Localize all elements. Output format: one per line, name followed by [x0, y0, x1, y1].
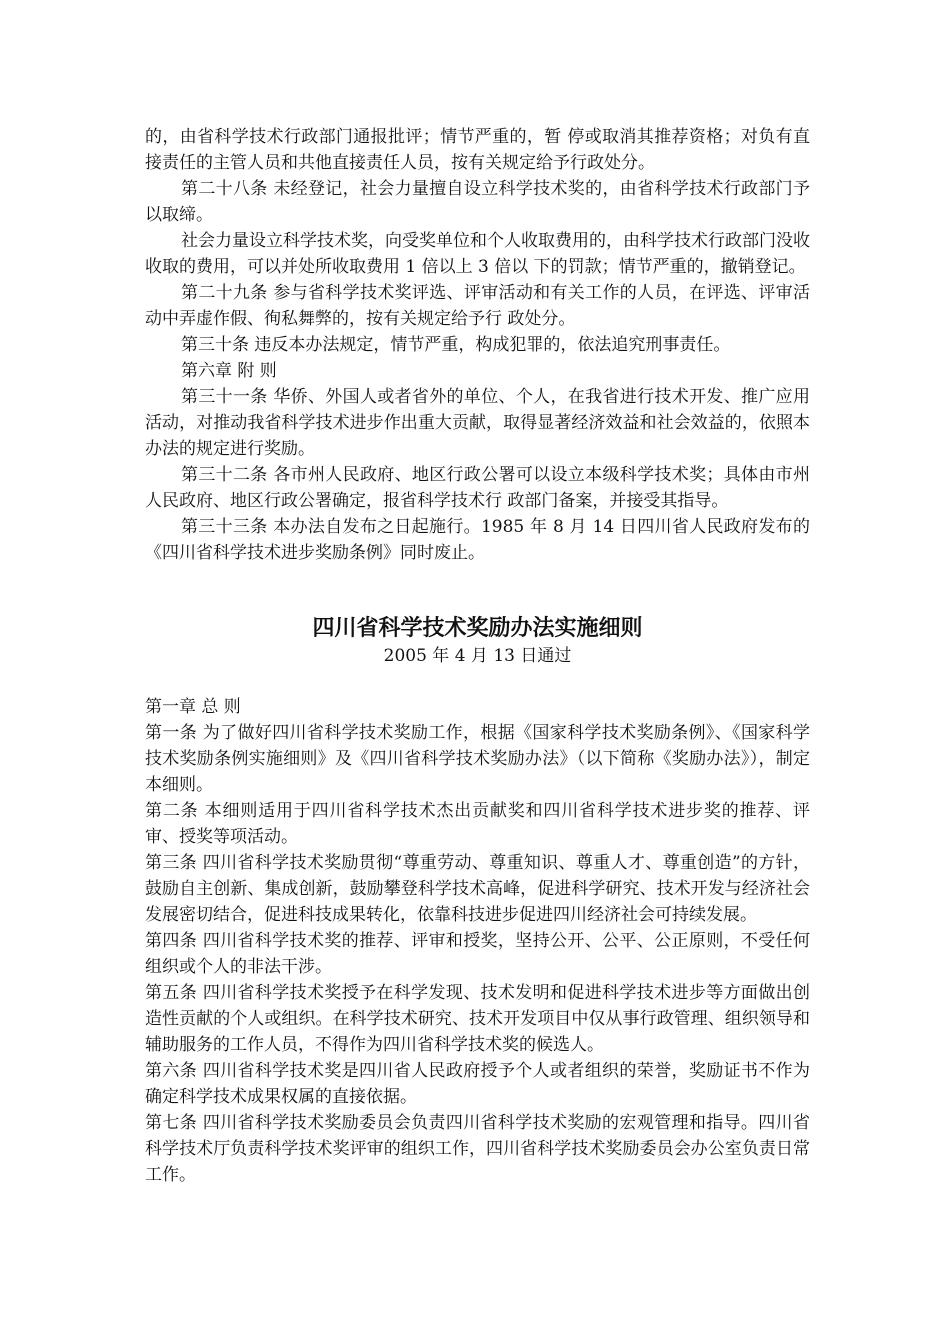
paragraph: 第六条 四川省科学技术奖是四川省人民政府授予个人或者组织的荣誉，奖励证书不作为确定科学技术成果权属的直接依据。 — [145, 1061, 810, 1107]
paragraph: 第三十二条 各市州人民政府、地区行政公署可以设立本级科学技术奖；具体由市州人民政府、地区行政公署确定，报省科学技术行 政部门备案，并接受其指导。 — [145, 465, 810, 511]
paragraph: 第二条 本细则适用于四川省科学技术杰出贡献奖和四川省科学技术进步奖的推荐、评审、授奖等项活动。 — [145, 801, 810, 847]
paragraph: 第二十八条 未经登记，社会力量擅自设立科学技术奖的，由省科学技术行政部门予以取缔。 — [145, 179, 810, 225]
paragraph: 第三十三条 本办法自发布之日起施行。1985 年 8 月 14 日四川省人民政府发布的《四川省科学技术进步奖励条例》同时废止。 — [145, 517, 810, 563]
chapter-heading: 第一章 总 则 — [145, 697, 241, 717]
section-implementation-rules — [145, 694, 810, 1188]
paragraph: 第三十条 违反本办法规定，情节严重，构成犯罪的，依法追究刑事责任。 — [181, 335, 731, 355]
paragraph: 第三条 四川省科学技术奖励贯彻“尊重劳动、尊重知识、尊重人才、尊重创造”的方针，鼓励自主创新、集成创新，鼓励攀登科学技术高峰，促进科学研究、技术开发与经济社会发展密切结合，促进科技成果转化，依靠科技进步促进四川经济社会可持续发展。 — [145, 853, 810, 925]
chapter-heading: 第六章 附 则 — [181, 361, 277, 381]
paragraph: 第五条 四川省科学技术奖授予在科学发现、技术发明和促进科学技术进步等方面做出创造性贡献的个人或组织。在科学技术研究、技术开发项目中仅从事行政管理、组织领导和辅助服务的工作人员，不得作为四川省科学技术奖的候选人。 — [145, 983, 810, 1055]
paragraph: 第一条 为了做好四川省科学技术奖励工作，根据《国家科学技术奖励条例》、《国家科学技术奖励条例实施细则》及《四川省科学技术奖励办法》（以下简称《奖励办法》），制定本细则。 — [145, 723, 810, 795]
document-content — [145, 124, 810, 1188]
paragraph: 社会力量设立科学技术奖，向受奖单位和个人收取费用的，由科学技术行政部门没收收取的费用，可以并处所收取费用 1 倍以上 3 倍以 下的罚款；情节严重的，撤销登记。 — [145, 231, 810, 277]
paragraph: 的，由省科学技术行政部门通报批评；情节严重的，暂 停或取消其推荐资格；对负有直接责任的主管人员和共他直接责任人员，按有关规定给予行政处分。 — [145, 127, 810, 173]
paragraph: 第七条 四川省科学技术奖励委员会负责四川省科学技术奖励的宏观管理和指导。四川省科学技术厅负责科学技术奖评审的组织工作，四川省科学技术奖励委员会办公室负责日常工作。 — [145, 1113, 810, 1185]
paragraph: 第四条 四川省科学技术奖的推荐、评审和授奖，坚持公开、公平、公正原则，不受任何组织或个人的非法干涉。 — [145, 931, 810, 977]
title-block — [145, 614, 810, 668]
document-title: 四川省科学技术奖励办法实施细则 — [312, 616, 643, 641]
section-regulation-end — [145, 124, 810, 566]
document-date: 2005 年 4 月 13 日通过 — [383, 646, 572, 666]
paragraph: 第二十九条 参与省科学技术奖评选、评审活动和有关工作的人员，在评选、评审活动中弄虚作假、徇私舞弊的，按有关规定给予行 政处分。 — [145, 283, 810, 329]
paragraph: 第三十一条 华侨、外国人或者省外的单位、个人，在我省进行技术开发、推广应用活动，对推动我省科学技术进步作出重大贡献，取得显著经济效益和社会效益的，依照本办法的规定进行奖励。 — [145, 387, 810, 459]
